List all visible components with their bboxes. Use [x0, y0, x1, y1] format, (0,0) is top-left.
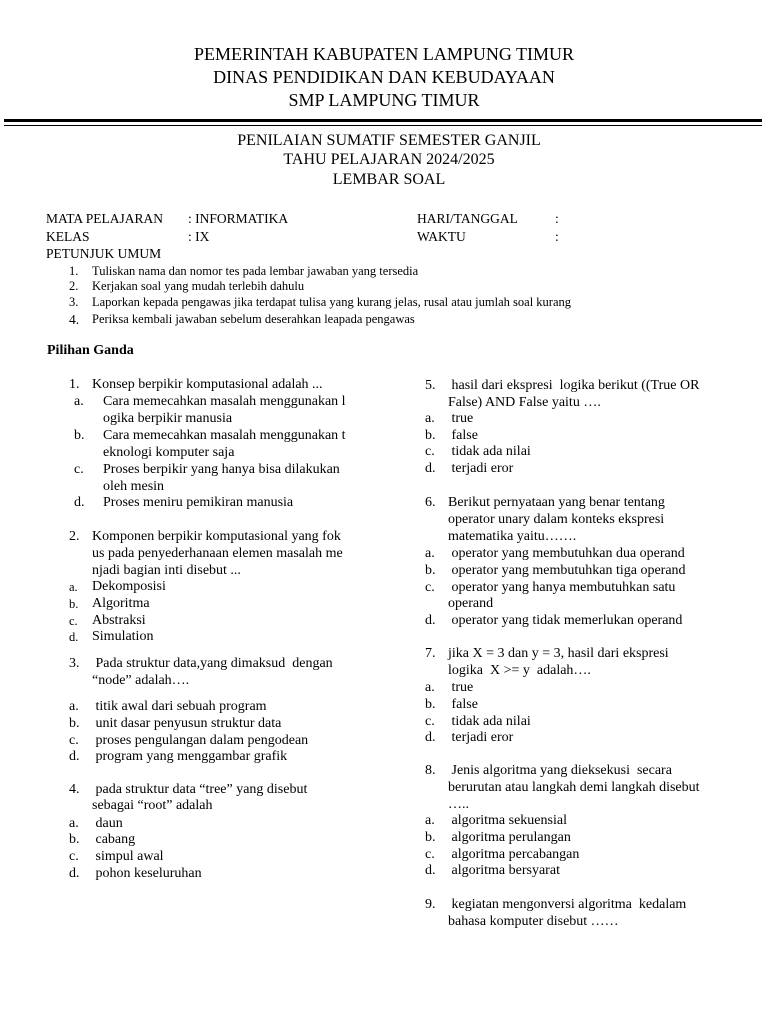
q8-option-label: a.	[425, 813, 435, 828]
q6-text: operator unary dalam konteks ekspresi	[448, 512, 665, 527]
q3-option-label: c.	[69, 733, 79, 748]
q8-option-label: c.	[425, 847, 435, 862]
waktu-value: :	[555, 229, 559, 244]
q1-number: 1.	[69, 377, 80, 392]
q4-option-label: a.	[69, 816, 79, 831]
q7-text: jika X = 3 dan y = 3, hasil dari ekspresi	[448, 646, 669, 661]
petunjuk-num: 4.	[69, 312, 80, 327]
q1-option-text: eknologi komputer saja	[103, 445, 235, 460]
header-line-1: PEMERINTAH KABUPATEN LAMPUNG TIMUR	[193, 44, 575, 64]
q6-option-label: b.	[425, 563, 436, 578]
q1-option-text: Proses berpikir yang hanya bisa dilakukan	[103, 462, 340, 477]
q5-option-text: tidak ada nilai	[448, 444, 531, 459]
petunjuk-num: 1.	[69, 264, 79, 278]
q8-option-label: b.	[425, 830, 436, 845]
q2-option-text: Abstraksi	[92, 613, 146, 628]
petunjuk-text: Periksa kembali jawaban sebelum deserahkan leapada pengawas	[92, 312, 415, 326]
q3-number: 3.	[69, 656, 80, 671]
q8-option-text: algoritma sekuensial	[448, 813, 567, 828]
q4-option-text: pohon keseluruhan	[92, 866, 202, 881]
q2-text: us pada penyederhanaan elemen masalah me	[92, 546, 343, 561]
q8-option-text: algoritma percabangan	[448, 847, 580, 862]
q5-option-label: d.	[425, 461, 436, 476]
q9-text: bahasa komputer disebut ……	[448, 914, 619, 929]
q1-option-text: Proses meniru pemikiran manusia	[103, 495, 294, 510]
q2-text: Komponen berpikir komputasional yang fok	[92, 529, 341, 544]
q7-option-label: d.	[425, 730, 436, 745]
q3-option-label: a.	[69, 699, 79, 714]
q2-option-text: Dekomposisi	[92, 579, 166, 594]
q6-option-text: operator yang membutuhkan tiga operand	[448, 563, 686, 578]
q8-number: 8.	[425, 763, 436, 778]
q4-option-label: c.	[69, 849, 79, 864]
q5-option-label: a.	[425, 411, 435, 426]
q1-option-text: ogika berpikir manusia	[103, 411, 233, 426]
header-divider-thick	[4, 119, 762, 122]
q3-option-text: proses pengulangan dalam pengodean	[92, 733, 309, 748]
q6-option-text: operator yang hanya membutuhkan satu	[448, 580, 676, 595]
q6-text: matematika yaitu…….	[448, 529, 577, 544]
q8-text: berurutan atau langkah demi langkah disebut	[448, 780, 700, 795]
q1-option-text: Cara memecahkan masalah menggunakan l	[103, 394, 346, 409]
q1-option-text: oleh mesin	[103, 479, 165, 494]
petunjuk-text: Kerjakan soal yang mudah terlebih dahulu	[92, 279, 305, 293]
petunjuk-label: PETUNJUK UMUM	[46, 246, 162, 261]
q5-option-label: c.	[425, 444, 435, 459]
q7-option-text: false	[448, 697, 478, 712]
q4-option-text: daun	[92, 816, 123, 831]
q9-number: 9.	[425, 897, 436, 912]
q2-option-text: Algoritma	[92, 596, 150, 611]
petunjuk-text: Laporkan kepada pengawas jika terdapat tulisa yang kurang jelas, rusal atau jumlah soal kurang	[92, 295, 571, 309]
q2-text: njadi bagian inti disebut ...	[92, 563, 241, 578]
q4-number: 4.	[69, 782, 80, 797]
title-line-2: TAHU PELAJARAN 2024/2025	[283, 151, 495, 168]
petunjuk-text: Tuliskan nama dan nomor tes pada lembar jawaban yang tersedia	[92, 264, 419, 278]
title-line-3: LEMBAR SOAL	[332, 171, 446, 188]
mapel-label: MATA PELAJARAN	[46, 211, 164, 226]
q5-option-label: b.	[425, 428, 436, 443]
q4-option-label: d.	[69, 866, 80, 881]
q7-option-text: tidak ada nilai	[448, 714, 531, 729]
q8-text: …..	[448, 797, 469, 812]
q5-text: hasil dari ekspresi logika berikut ((True OR	[448, 378, 700, 393]
q5-option-text: true	[448, 411, 474, 426]
header-divider-thin	[4, 125, 762, 126]
hari-label: HARI/TANGGAL	[417, 211, 518, 226]
q4-option-text: cabang	[92, 832, 136, 847]
q4-option-text: simpul awal	[92, 849, 164, 864]
q1-option-label: b.	[74, 428, 85, 443]
q3-option-label: b.	[69, 716, 80, 731]
q8-option-label: d.	[425, 863, 436, 878]
q6-option-text: operator yang tidak memerlukan operand	[448, 613, 683, 628]
q1-option-text: Cara memecahkan masalah menggunakan t	[103, 428, 346, 443]
q2-option-label: d.	[69, 630, 79, 644]
q5-option-text: false	[448, 428, 478, 443]
q1-text: Konsep berpikir komputasional adalah ...	[92, 377, 323, 392]
q6-option-text: operator yang membutuhkan dua operand	[448, 546, 685, 561]
waktu-label: WAKTU	[417, 229, 466, 244]
q6-option-label: c.	[425, 580, 435, 595]
header-line-3: SMP LAMPUNG TIMUR	[288, 90, 480, 110]
q9-text: kegiatan mengonversi algoritma kedalam	[448, 897, 687, 912]
q2-option-label: a.	[69, 580, 78, 594]
q8-text: Jenis algoritma yang dieksekusi secara	[448, 763, 672, 778]
q6-option-text: operand	[448, 596, 494, 611]
q4-option-label: b.	[69, 832, 80, 847]
q7-number: 7.	[425, 646, 436, 661]
q2-option-label: b.	[69, 597, 79, 611]
q7-option-text: terjadi eror	[448, 730, 514, 745]
header-line-2: DINAS PENDIDIKAN DAN KEBUDAYAAN	[213, 67, 555, 87]
section-title: Pilihan Ganda	[47, 343, 134, 358]
q7-option-label: a.	[425, 680, 435, 695]
q2-option-label: c.	[69, 614, 78, 628]
q5-option-text: terjadi eror	[448, 461, 514, 476]
q3-text: Pada struktur data,yang dimaksud dengan	[92, 656, 333, 671]
q2-number: 2.	[69, 529, 80, 544]
q6-option-label: a.	[425, 546, 435, 561]
q7-option-label: b.	[425, 697, 436, 712]
q5-number: 5.	[425, 378, 436, 393]
q1-option-label: d.	[74, 495, 85, 510]
q4-text: sebagai “root” adalah	[92, 798, 213, 813]
kelas-label: KELAS	[46, 229, 90, 244]
q7-text: logika X >= y adalah….	[448, 663, 591, 678]
q3-text: “node” adalah….	[92, 673, 190, 688]
q6-option-label: d.	[425, 613, 436, 628]
q7-option-text: true	[448, 680, 474, 695]
mapel-value: : INFORMATIKA	[188, 211, 289, 226]
kelas-value: : IX	[188, 229, 210, 244]
q2-option-text: Simulation	[92, 629, 154, 644]
q1-option-label: a.	[74, 394, 84, 409]
q3-option-text: program yang menggambar grafik	[92, 749, 288, 764]
q8-option-text: algoritma perulangan	[448, 830, 571, 845]
q1-option-label: c.	[74, 462, 84, 477]
title-line-1: PENILAIAN SUMATIF SEMESTER GANJIL	[237, 132, 541, 149]
q5-text: False) AND False yaitu ….	[448, 395, 601, 410]
petunjuk-num: 2.	[69, 279, 79, 293]
petunjuk-num: 3.	[69, 295, 79, 309]
hari-value: :	[555, 211, 559, 226]
q4-text: pada struktur data “tree” yang disebut	[92, 782, 308, 797]
q8-option-text: algoritma bersyarat	[448, 863, 560, 878]
q7-option-label: c.	[425, 714, 435, 729]
q6-text: Berikut pernyataan yang benar tentang	[448, 495, 665, 510]
q6-number: 6.	[425, 495, 436, 510]
q3-option-text: titik awal dari sebuah program	[92, 699, 267, 714]
q3-option-text: unit dasar penyusun struktur data	[92, 716, 282, 731]
q3-option-label: d.	[69, 749, 80, 764]
